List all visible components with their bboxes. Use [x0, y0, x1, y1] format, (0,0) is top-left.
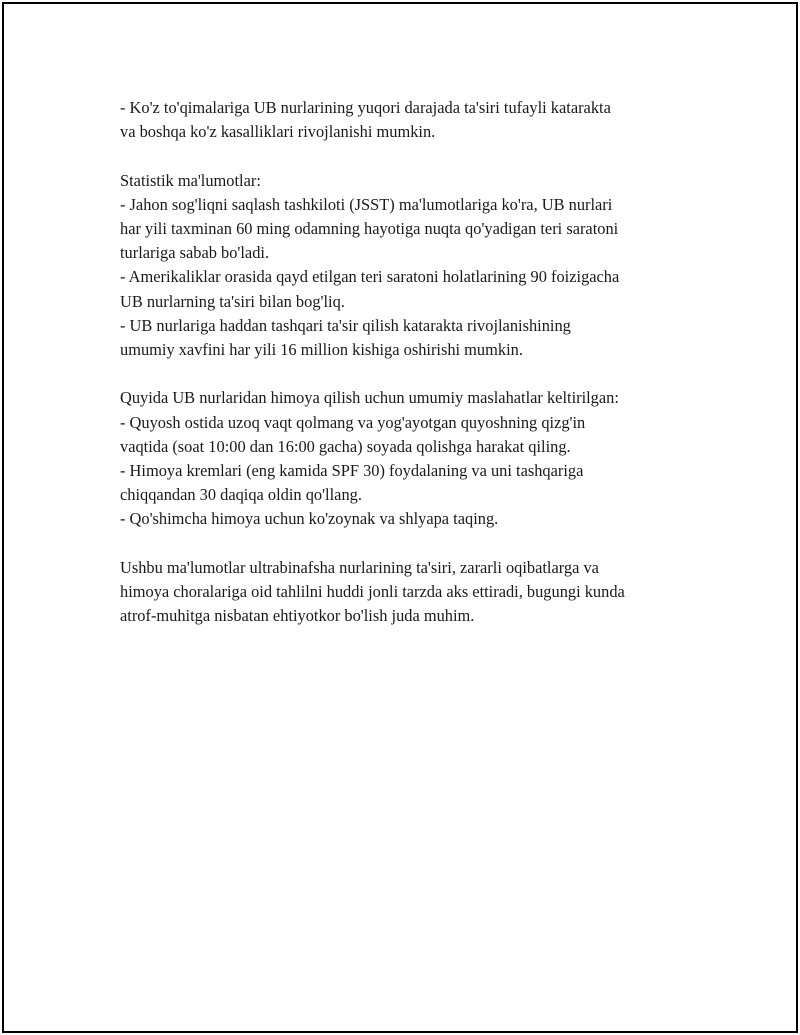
text-line: umumiy xavfini har yili 16 million kishiga oshirishi mumkin. [120, 340, 523, 360]
text-line: UB nurlarning ta'siri bilan bog'liq. [120, 291, 345, 311]
text-line: Ushbu ma'lumotlar ultrabinafsha nurlarining ta'siri, zararli oqibatlarga va [120, 557, 599, 577]
paragraph-protection-tips [120, 386, 700, 531]
page-frame [2, 2, 798, 1033]
text-line: - Amerikaliklar orasida qayd etilgan teri saratoni holatlarining 90 foizigacha [120, 267, 620, 287]
section-heading: Quyida UB nurlaridan himoya qilish uchun umumiy maslahatlar keltirilgan: [120, 388, 619, 408]
paragraph-eye-effects [120, 96, 700, 144]
text-line: himoya choralariga oid tahlilni huddi jonli tarzda aks ettiradi, bugungi kunda [120, 582, 625, 602]
section-heading: Statistik ma'lumotlar: [120, 170, 261, 190]
text-line: - Qo'shimcha himoya uchun ko'zoynak va shlyapa taqing. [120, 509, 499, 529]
paragraph-statistics [120, 169, 700, 363]
text-line: atrof-muhitga nisbatan ehtiyotkor bo'lish juda muhim. [120, 606, 475, 626]
text-line: - Himoya kremlari (eng kamida SPF 30) foydalaning va uni tashqariga [120, 461, 584, 481]
text-line: turlariga sabab bo'ladi. [120, 243, 270, 263]
document-body [120, 96, 700, 653]
text-line: - UB nurlariga haddan tashqari ta'sir qilish katarakta rivojlanishining [120, 315, 571, 335]
text-line: - Ko'z to'qimalariga UB nurlarining yuqori darajada ta'siri tufayli katarakta [120, 98, 611, 117]
text-line: va boshqa ko'z kasalliklari rivojlanishi mumkin. [120, 122, 436, 142]
text-line: vaqtida (soat 10:00 dan 16:00 gacha) soyada qolishga harakat qiling. [120, 436, 571, 456]
text-line: har yili taxminan 60 ming odamning hayotiga nuqta qo'yadigan teri saratoni [120, 219, 619, 238]
text-line: chiqqandan 30 daqiqa oldin qo'llang. [120, 485, 362, 505]
text-line: - Jahon sog'liqni saqlash tashkiloti (JSST) ma'lumotlariga ko'ra, UB nurlari [120, 194, 613, 214]
text-line: - Quyosh ostida uzoq vaqt qolmang va yog'ayotgan quyoshning qizg'in [120, 412, 586, 432]
paragraph-conclusion [120, 556, 700, 629]
